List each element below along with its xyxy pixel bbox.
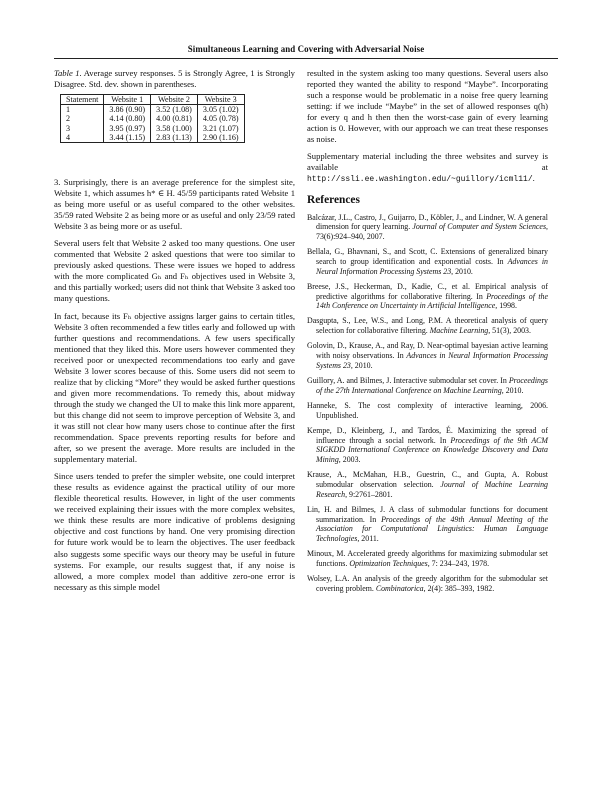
table-caption-label: Table 1.	[54, 68, 82, 78]
paragraph: resulted in the system asking too many questions. Several users also reported they wanted the ability to respond “Maybe”. Incorporating such a response would be problematic in a noise free query learning setting: if we include “Maybe” in the set of allowed responses q(h) for every q and h then then the worst-case gain of every learning action is 0. However, with our approach we can treat these responses as noise.	[307, 68, 548, 145]
reference-venue: Optimization Techniques	[349, 558, 428, 568]
reference-entry	[307, 316, 548, 336]
table-caption	[54, 68, 295, 90]
table-cell: 4	[61, 133, 104, 143]
table-cell: 2.90 (1.16)	[197, 133, 244, 143]
reference-details: , 2010.	[350, 360, 373, 370]
table-cell: 3.21 (1.07)	[197, 124, 244, 133]
table-row	[61, 124, 245, 133]
reference-entry	[307, 401, 548, 421]
reference-venue: Proceedings of the 27th International Conference on Machine Learning	[316, 375, 548, 395]
reference-authors: Bellala, G., Bhavnani, S., and Scott, C. Extensions of generalized binary search to group identification and exponential costs. In	[307, 247, 548, 266]
reference-venue: Proceedings of the 14th Conference on Uncertainty in Artificial Intelligence	[316, 291, 548, 311]
table-row	[61, 114, 245, 123]
reference-details: , 2010.	[451, 266, 473, 276]
table-cell: 3.58 (1.00)	[151, 124, 198, 133]
paragraph: Since users tended to prefer the simpler website, one could interpret these results as evidence against the practical utility of our more flexible theoretical results. However, in light of the user comments we received explaining their issues with the more complex websites, we think these results are more indicative of problems designing objective and cost functions by hand. One very promising direction for future work would be to learn the objectives. The user feedback also suggests some specific ways our theory may be useful in future systems. For example, our results suggest that, if any noise is allowed, a more complex model than additive zero-one error is necessary as this simple model	[54, 471, 295, 592]
supplementary-text: Supplementary material including the three websites and survey is available at	[307, 151, 548, 173]
reference-authors: Balcázar, J.L., Castro, J., Guijarro, D., Köbler, J., and Lindner, W. A general dimension for query learning.	[307, 212, 548, 232]
reference-details: , 73(6):924–940, 2007.	[316, 222, 548, 242]
reference-entry	[307, 247, 548, 276]
reference-authors: Minoux, M. Accelerated greedy algorithms for maximizing submodular set functions.	[307, 549, 548, 568]
reference-entry	[307, 505, 548, 544]
reference-details: , 2003.	[338, 455, 361, 464]
reference-details: , 2(4): 385–393, 1982.	[423, 583, 495, 593]
table-body	[61, 105, 245, 143]
supplementary-end: .	[532, 173, 535, 184]
reference-entry	[307, 376, 548, 396]
table-cell: 3.86 (0.90)	[104, 105, 151, 115]
table-cell: 3.95 (0.97)	[104, 124, 151, 133]
reference-authors: Wolsey, L.A. An analysis of the greedy algorithm for the submodular set covering problem.	[307, 574, 548, 593]
table-cell: 3.44 (1.15)	[104, 133, 151, 143]
paragraph: Several users felt that Website 2 asked too many questions. One user commented that Website 2 asked questions that were too similar to previously asked questions. These were issues we hoped to address with the more complicated Gₕ and Fₕ objectives used in Website 3, and this partially worked; users did not think that Website 3 asked too many questions.	[54, 238, 295, 304]
table-cell: 2	[61, 114, 104, 123]
reference-authors: Hanneke, S. The cost complexity of interactive learning, 2006. Unpublished.	[307, 400, 548, 420]
reference-list	[307, 213, 548, 594]
reference-venue: Proceedings of the 9th ACM SIGKDD International Conference on Knowledge Discovery and Data Mining	[316, 435, 549, 464]
reference-details: , 2011.	[357, 534, 379, 544]
table-header-cell: Website 2	[151, 95, 198, 105]
reference-venue: Combinatorica	[375, 583, 424, 593]
references-heading: References	[307, 194, 360, 207]
reference-entry	[307, 426, 548, 465]
table-cell: 3.05 (1.02)	[197, 105, 244, 115]
reference-details: , 9:2761–2801.	[345, 489, 393, 499]
table-cell: 3.52 (1.08)	[151, 105, 198, 115]
right-column	[307, 68, 548, 599]
survey-table	[60, 94, 245, 143]
reference-venue: Journal of Machine Learning Research	[316, 479, 548, 499]
table-cell: 4.00 (0.81)	[151, 114, 198, 123]
table-cell: 4.05 (0.78)	[197, 114, 244, 123]
table-cell: 1	[61, 105, 104, 115]
table-header-cell: Website 3	[197, 95, 244, 105]
table-cell: 2.83 (1.13)	[151, 133, 198, 143]
reference-details: , 1998.	[495, 301, 517, 311]
reference-authors: Lin, H. and Bilmes, J. A class of submodular functions for document summarization. In	[307, 504, 548, 524]
table-row	[61, 133, 245, 143]
paragraph: In fact, because its Fₕ objective assigns larger gains to certain titles, Website 3 often recommended a few titles early and followed up with further questions and recommendations. A few users specifically mentioned that they liked this. More users however commented they received poor or unexpected recommendations too early and gave Website 3 lower scores because of this. Some users did not seem to realize that by clicking “More” they would be asked further questions and given more recommendations. To remedy this, about midway through the study we changed the UI to make this link more apparent, but this change did not seem to improve perception of Website 3, and it was still not clear how many users chose to continue after the first recommendation. Space prevents reporting results for before and after, so we present the average. More results are included in the supplementary material.	[54, 310, 295, 465]
reference-entry	[307, 341, 548, 370]
supplementary-paragraph	[307, 151, 548, 185]
table-row	[61, 105, 245, 115]
reference-entry	[307, 213, 548, 242]
reference-authors: Breese, J.S., Heckerman, D., Kadie, C., et al. Empirical analysis of predictive algorithms for collaborative filtering. In	[307, 281, 548, 301]
reference-venue: Advances in Neural Information Processing Systems 23	[316, 351, 549, 370]
reference-entry	[307, 574, 548, 594]
table-header-cell: Statement	[61, 95, 104, 105]
reference-authors: Guillory, A. and Bilmes, J. Interactive submodular set cover. In	[307, 375, 509, 385]
table-cell: 4.14 (0.80)	[104, 114, 151, 123]
header-rule	[54, 58, 558, 59]
reference-authors: Golovin, D., Krause, A., and Ray, D. Near-optimal bayesian active learning with noisy observations. In	[307, 341, 548, 361]
reference-authors: Krause, A., McMahan, H.B., Guestrin, C., and Gupta, A. Robust submodular observation selection.	[307, 470, 548, 489]
table-header-row	[61, 95, 245, 105]
table-header-cell: Website 1	[104, 95, 151, 105]
reference-details: , 51(3), 2003.	[488, 326, 531, 336]
reference-venue: Advances in Neural Information Processing Systems 23	[316, 256, 549, 276]
reference-entry	[307, 282, 548, 311]
supplementary-url-link[interactable]: http://ssli.ee.washington.edu/~guillory/icml11/	[307, 175, 533, 185]
table-spacer	[54, 143, 295, 177]
reference-entry	[307, 549, 548, 569]
running-header: Simultaneous Learning and Covering with Adversarial Noise	[187, 44, 425, 54]
paragraph: 3. Surprisingly, there is an average preference for the simplest site, Website 1, which assumes h* ∈ H. 45/59 participants rated Website 1 as being more useful or as useful compared to the other websites. 35/59 rated Website 2 as being more or as useful and only 23/59 rated Website 3 as being more or as useful.	[54, 177, 295, 232]
table-cell: 3	[61, 124, 104, 133]
reference-authors: Kempe, D., Kleinberg, J., and Tardos, É. Maximizing the spread of influence through a social network. In	[307, 425, 548, 445]
reference-venue: Machine Learning	[429, 326, 489, 336]
reference-venue: Proceedings of the 49th Annual Meeting of the Association for Computational Linguistics: Human Language Technologies	[316, 514, 549, 544]
reference-details: , 7: 234–243, 1978.	[427, 558, 490, 568]
reference-entry	[307, 470, 548, 499]
reference-details: , 2010.	[501, 385, 524, 395]
left-column	[54, 68, 295, 599]
table-caption-text: Average survey responses. 5 is Strongly Agree, 1 is Strongly Disagree. Std. dev. shown in parentheses.	[54, 68, 295, 89]
reference-venue: Journal of Computer and System Sciences	[412, 222, 547, 232]
reference-authors: Dasgupta, S., Lee, W.S., and Long, P.M. A theoretical analysis of query selection for collaborative filtering.	[307, 316, 548, 336]
